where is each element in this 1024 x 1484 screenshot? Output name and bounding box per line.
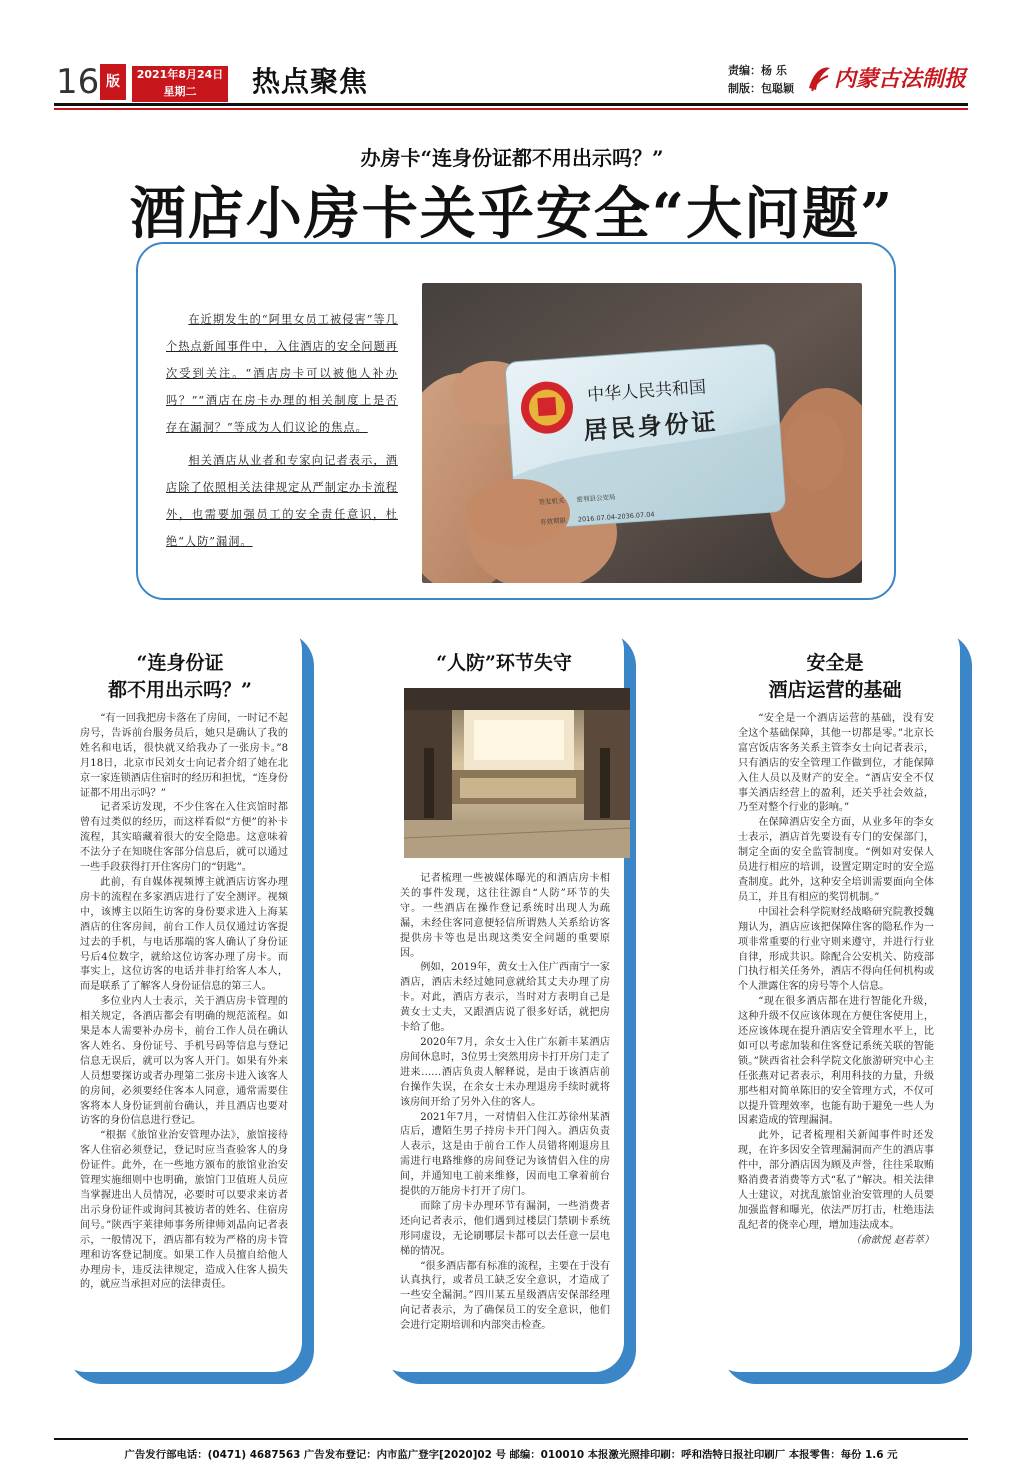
id-card-photo: [422, 283, 862, 583]
article-paragraph: 例如，2019年，黄女士入住广西南宁一家酒店，酒店未经过她同意就给其丈夫办理了房卡。对此，酒店方表示，当时对方表明自己是黄女士丈夫，又跟酒店说了很多好话，就把房卡给了他。: [400, 962, 610, 1034]
issue-weekday: 星期二: [163, 85, 197, 98]
section-title: 热点聚焦: [252, 65, 369, 98]
footer-info: 广告发行部电话：(0471) 4687563 广告发布登记：内市监广登字[2020]02 号 邮编：010010 本报激光照排印刷：呼和浩特日报社印刷厂 本报零售：每份 1.6 元: [124, 1449, 898, 1461]
newspaper-logo-icon: [806, 64, 832, 94]
headline-subtitle: 办房卡“连身份证都不用出示吗？”: [360, 146, 664, 170]
page-label: 版: [100, 64, 126, 100]
column-3-body: [738, 712, 934, 1249]
column-1-title: “连身份证 都不用出示吗？”: [108, 652, 252, 701]
column-2-title: “人防”环节失守: [436, 652, 572, 674]
column-1-body: [80, 712, 288, 1293]
id-card-country: 中华人民共和国: [586, 377, 707, 406]
headline-title: 酒店小房卡关乎安全“大问题”: [129, 181, 895, 247]
article-paragraph: 2021年7月，一对情侣入住江苏徐州某酒店后，遭陌生男子持房卡开门闯入。酒店负责人表示，这是由于前台工作人员错将刚退房且需进行电路维修的房间登记为该情侣入住的房间，并通知电工前来维修，因而电工拿着前台提供的万能房卡打开了房门。: [400, 1111, 610, 1198]
article-paragraph: “安全是一个酒店运营的基础，没有安全这个基础保障，其他一切都是零。”北京长富宫饭店客务关系主管李女士向记者表示，只有酒店的安全管理工作做到位，才能保障入住人员以及财产的安全。“酒店安全不仅事关酒店经营上的盈利，还关乎社会效益，乃至对整个行业的影响。”: [738, 713, 934, 814]
editor-name: 责编：杨 乐: [728, 64, 787, 77]
header-rule: [54, 103, 968, 106]
article-paragraph: 此外，记者梳理相关新闻事件时还发现，在许多因安全管理漏洞而产生的酒店事件中，部分酒店因为顾及声誉，往往采取贿赂消费者消费等方式“私了”解决。相关法律人士建议，对扰乱旅馆业治安管理的人员要加强监督和曝光，依法严厉打击，杜绝违法乱纪者的侥幸心理，增加违法成本。: [738, 1130, 934, 1231]
id-card-valid-label: 有效期限: [539, 516, 567, 527]
article-paragraph: 2020年7月，余女士入住广东新丰某酒店房间休息时，3位男士突然用房卡打开房门走了进来……酒店负责人解释说，是由于该酒店前台操作失误，在余女士未办理退房手续时就将该房间开给了另外入住的客人。: [400, 1036, 610, 1108]
hotel-lobby-photo: [404, 688, 630, 858]
editor-credits: [728, 62, 794, 98]
article-paragraph: “有一回我把房卡落在了房间，一时记不起房号，告诉前台服务员后，她只是确认了我的姓名和电话，很快就又给我办了一张房卡。”8月18日，北京市民刘女士向记者介绍了她在北京一家连锁酒店住宿时的经历和担忧，“连身份证都不用出示吗？”: [80, 713, 288, 799]
column-2-body: [400, 872, 610, 1334]
id-card-issuer-label: 签发机关: [538, 496, 565, 507]
article-paragraph: 多位业内人士表示，关于酒店房卡管理的相关规定，各酒店都会有明确的规范流程。如果是本人需要补办房卡，前台工作人员在确认客人姓名、身份证号、手机号码等信息与登记信息无误后，就可以为客人开门。如果有外来人员想要探访或者办理第二张房卡进入该客人的房间，必须要经住客本人同意，通常需要住客将本人身份证到前台确认，并且酒店也要对访客的身份信息进行登记。: [80, 996, 288, 1127]
page-number: 16: [56, 62, 100, 102]
header-rule-red: [54, 108, 968, 110]
lead-paragraph: 相关酒店从业者和专家向记者表示，酒店除了依照相关法律规定从严制定办卡流程外，也需要加强员工的安全责任意识，杜绝“人防”漏洞。: [166, 454, 398, 548]
newspaper-name: 内蒙古法制报: [834, 66, 967, 92]
lead-text: [166, 306, 398, 561]
id-card-doc-name: 居民身份证: [582, 406, 720, 446]
article-paragraph: 此前，有自媒体视频博主就酒店访客办理房卡的流程在多家酒店进行了安全测评。视频中，该博主以陌生访客的身份要求进入上海某酒店的住客房间，前台工作人员仅通过访客提过去的手机，与电话那端的客人确认了身份证号后4位数字，就给这位访客办理了房卡。而事实上，这位访客的电话并非打给客人本人，而是联系了了解客人身份证信息的第三人。: [80, 876, 288, 993]
issue-date: 2021年8月24日: [136, 68, 224, 81]
article-paragraph: 记者梳理一些被媒体曝光的和酒店房卡相关的事件发现，这往往源自“人防”环节的失守。一些酒店在操作登记系统时出现人为疏漏，未经住客同意便轻信所谓熟人关系给访客提供房卡等也是出现这类安全问题的重要原因。: [400, 873, 610, 959]
article-paragraph: 在保障酒店安全方面，从业多年的李女士表示，酒店首先要设有专门的安保部门，制定全面的安全监管制度。“例如对安保人员进行相应的培训，设置定期定时的安全巡查制度。此外，这种安全培训需要面向全体员工，并且有相应的奖罚机制。”: [738, 817, 934, 903]
lead-paragraph: 在近期发生的“阿里女员工被侵害”等几个热点新闻事件中，入住酒店的安全问题再次受到关注。“酒店房卡可以被他人补办吗？”“酒店在房卡办理的相关制度上是否存在漏洞？”等成为人们议论的焦点。: [166, 313, 398, 434]
column-3-title: 安全是 酒店运营的基础: [768, 652, 902, 701]
article-paragraph: 记者采访发现，不少住客在入住宾馆时都曾有过类似的经历，而这样看似“方便”的补卡流程，其实暗藏着很大的安全隐患。这意味着不法分子在知晓住客部分信息后，就可以通过一些手段获得打开住客房门的“钥匙”。: [80, 802, 288, 874]
article-byline: （俞歆悦 赵若萃）: [850, 1234, 934, 1246]
article-paragraph: 而除了房卡办理环节有漏洞，一些消费者还向记者表示，他们遇到过楼层门禁刷卡系统形同虚设，无论刷哪层卡都可以去任意一层电梯的情况。: [400, 1200, 610, 1257]
date-block: [132, 66, 228, 102]
article-paragraph: “很多酒店都有标准的流程，主要在于没有认真执行，或者员工缺乏安全意识，才造成了一些安全漏洞。”四川某五星级酒店安保部经理向记者表示，为了确保员工的安全意识，他们会进行定期培训和内部突击检查。: [400, 1260, 610, 1332]
id-card-issuer: 密利县公安局: [576, 493, 616, 504]
footer-rule: [54, 1438, 968, 1440]
article-paragraph: “现在很多酒店都在进行智能化升级，这种升级不仅应该体现在方便住客使用上，还应该体现在提升酒店安全管理水平上，比如可以考虑加装和住客登记系统关联的智能锁。”陕西省社会科学院文化旅游研究中心主任张燕对记者表示，利用科技的力量，升级那些相对简单陈旧的安全管理方式，不仅可以提升管理效率，也能有助于避免一些人为因素造成的管理漏洞。: [738, 996, 934, 1127]
article-paragraph: “根据《旅馆业治安管理办法》，旅馆接待客人住宿必须登记，登记时应当查验客人的身份证件。此外，在一些地方颁布的旅馆业治安管理实施细则中也明确，旅馆门卫值班人员应当掌握进出人员情况，必要时可以要求来访者出示身份证件或询问其被访者的姓名、住宿房间号。”陕西宇莱律师事务所律师刘晶向记者表示，一般情况下，酒店都有较为严格的房卡管理和访客登记制度。如果工作人员擅自给他人办理房卡，违反法律规定，造成入住客人损失的，就应当承担对应的法律责任。: [80, 1130, 288, 1291]
id-card-valid-dates: 2016.07.04-2036.07.04: [577, 510, 655, 524]
article-paragraph: 中国社会科学院财经战略研究院教授魏翔认为，酒店应该把保障住客的隐私作为一项非常重要的行业守则来遵守，并进行行业自律，形成共识。除配合公安机关、防疫部门执行相关任务外，酒店不得向任何机构或个人泄露住客的房号等个人信息。: [738, 906, 934, 993]
layout-editor-name: 制版：包聪颖: [728, 82, 794, 95]
